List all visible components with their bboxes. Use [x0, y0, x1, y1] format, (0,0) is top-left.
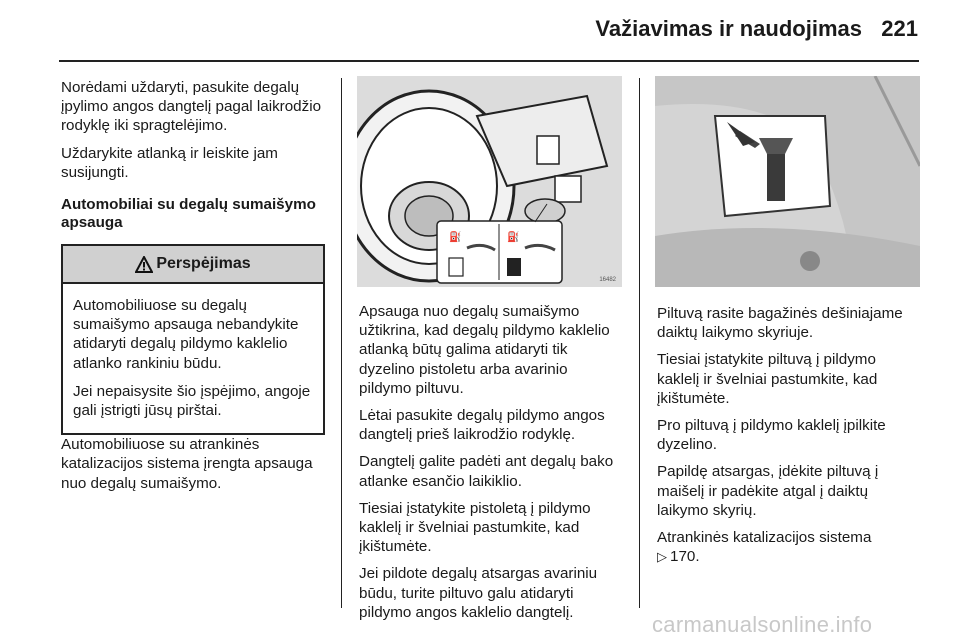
svg-text:⛽: ⛽: [449, 232, 462, 243]
page-header: [0, 0, 960, 60]
column-divider: [639, 78, 640, 608]
figure-code: 16482: [599, 277, 616, 283]
paragraph: Papildę atsargas, įdėkite piltuvą į maišelį ir padėkite atgal į daiktų laikymo skyrių.: [657, 463, 879, 519]
page-reference-link[interactable]: 170.: [670, 548, 700, 566]
page-title: Važiavimas ir naudojimas: [595, 16, 862, 41]
paragraph: Norėdami uždaryti, pasukite degalų įpylimo angos dangtelį pagal laikrodžio rodyklę iki spragtelėjimo.: [61, 79, 322, 135]
column-3: [657, 304, 921, 574]
paragraph: [657, 528, 921, 566]
section-subheading: Automobiliai su degalų sumaišymo apsauga: [61, 196, 316, 232]
watermark: carmanualsonline.info: [652, 612, 873, 637]
svg-text:⛽: ⛽: [507, 232, 520, 243]
paragraph: Automobiliuose su atrankinės katalizacijos sistema įrengta apsauga nuo degalų sumaišymo.: [61, 436, 313, 492]
fuel-flap-illustration: [357, 76, 622, 287]
paragraph: Pro piltuvą į pildymo kaklelį įpilkite dyzelino.: [657, 417, 886, 454]
trunk-storage-drawing: [655, 76, 920, 287]
warning-body: [63, 284, 323, 433]
header-divider: [59, 60, 919, 62]
paragraph: Jei pildote degalų atsargas avariniu būdu, turite piltuvo galu atidaryti pildymo angos kaklelio dangtelį.: [359, 565, 598, 621]
warning-box: [61, 244, 325, 435]
ref-arrow-icon: ▷: [657, 549, 667, 565]
warning-triangle-icon: [135, 256, 153, 273]
paragraph: Dangtelį galite padėti ant degalų bako atlanke esančio laikiklio.: [359, 453, 614, 490]
paragraph: Lėtai pasukite degalų pildymo angos dangtelį prieš laikrodžio rodyklę.: [359, 407, 605, 444]
column-2: [359, 302, 624, 630]
paragraph: Tiesiai įstatykite piltuvą į pildymo kaklelį ir švelniai pastumkite, kad įkištumėte.: [657, 351, 878, 407]
warning-text: Jei nepaisysite šio įspėjimo, angoje gali įstrigti jūsų pirštai.: [73, 382, 311, 420]
warning-header: [63, 246, 323, 284]
fuel-flap-drawing: [357, 76, 622, 287]
paragraph: Tiesiai įstatykite pistoletą į pildymo kaklelį ir švelniai pastumkite, kad įkištumėte.: [359, 499, 591, 556]
paragraph: Uždarykite atlanką ir leiskite jam susijungti.: [61, 144, 278, 181]
column-divider: [341, 78, 342, 608]
warning-title: Perspėjimas: [156, 255, 251, 273]
funnel-storage-illustration: [655, 76, 920, 287]
paragraph: Apsauga nuo degalų sumaišymo užtikrina, kad degalų pildymo kaklelio atlanką būtų galima atidaryti tik dyzelino pistoletu arba avarinio pildymo piltuvu.: [359, 303, 610, 397]
warning-text: Automobiliuose su degalų sumaišymo apsauga nebandykite atidaryti degalų pildymo kaklelio atlanko rankiniu būdu.: [73, 297, 299, 372]
cross-reference-text: Atrankinės katalizacijos sistema: [657, 529, 872, 547]
page-number: 221: [881, 16, 918, 41]
column-1: [61, 78, 325, 501]
paragraph: Piltuvą rasite bagažinės dešiniajame daiktų laikymo skyriuje.: [657, 305, 903, 342]
